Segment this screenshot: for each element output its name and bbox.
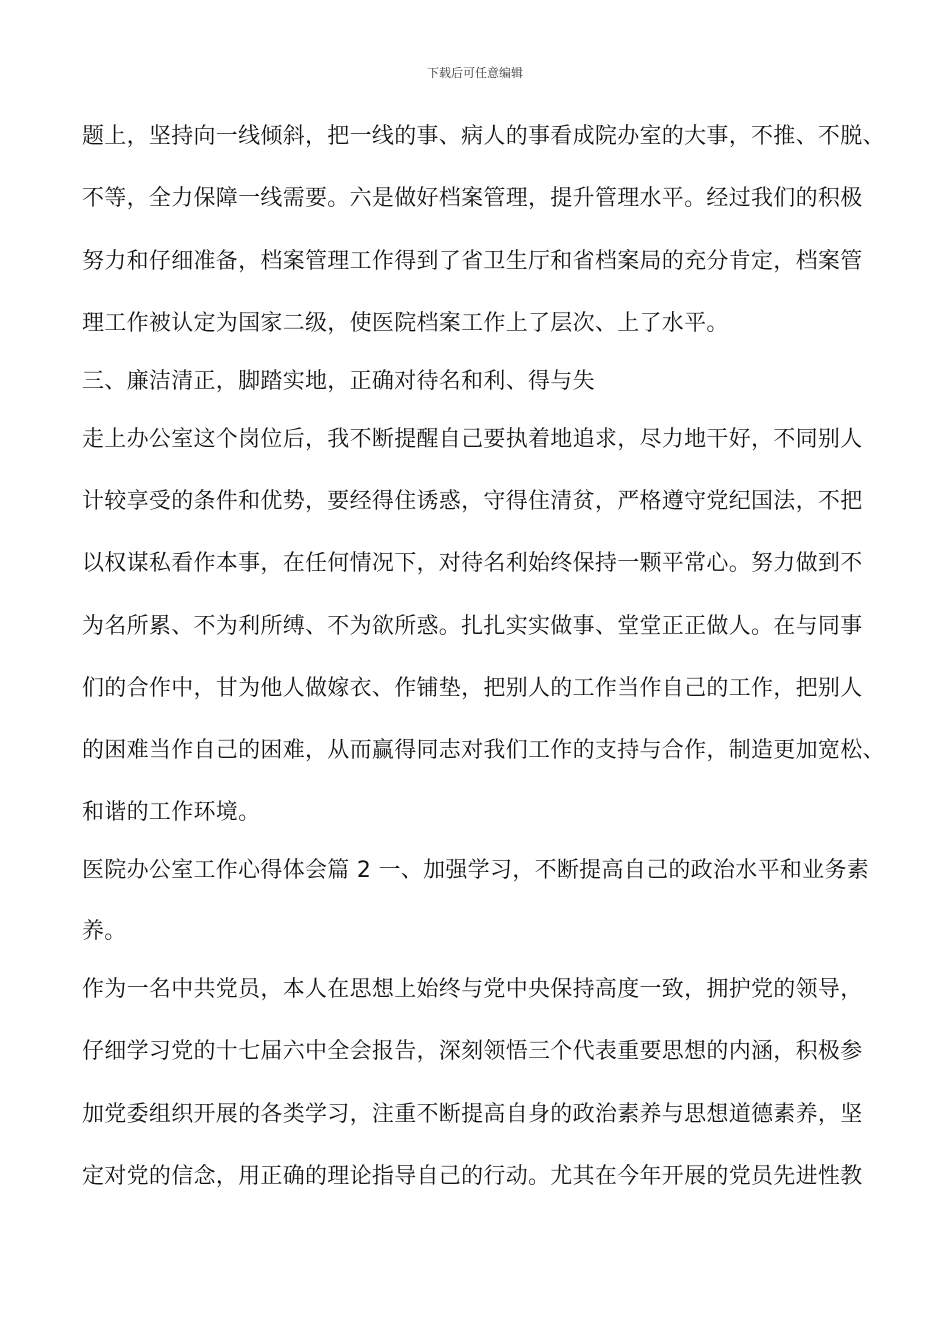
text-line: 理工作被认定为国家二级，使医院档案工作上了层次、上了水平。 xyxy=(82,311,729,336)
text-line: 和谐的工作环境。 xyxy=(82,800,261,825)
text-line: 题上，坚持向一线倾斜，把一线的事、病人的事看成院办室的大事，不推、不脱、 xyxy=(82,124,885,149)
text-line: 不等，全力保障一线需要。六是做好档案管理，提升管理水平。经过我们的积极 xyxy=(82,186,863,211)
text-line: 努力和仔细准备，档案管理工作得到了省卫生厅和省档案局的充分肯定，档案管 xyxy=(82,249,863,274)
section-heading: 医院办公室工作心得体会篇 2 一、加强学习，不断提高自己的政治水平和业务素 xyxy=(82,858,870,883)
text-line: 养。 xyxy=(82,919,127,944)
section-heading: 三、廉洁清正，脚踏实地，正确对待名和利、得与失 xyxy=(82,369,595,394)
text-line: 的困难当作自己的困难，从而赢得同志对我们工作的支持与合作，制造更加宽松、 xyxy=(82,738,885,763)
text-line: 计较享受的条件和优势，要经得住诱惑，守得住清贫，严格遵守党纪国法，不把 xyxy=(82,489,863,514)
text-line: 走上办公室这个岗位后，我不断提醒自己要执着地追求，尽力地干好，不同别人 xyxy=(82,427,863,452)
text-line: 仔细学习党的十七届六中全会报告，深刻领悟三个代表重要思想的内涵，积极参 xyxy=(82,1039,863,1064)
text-line: 们的合作中，甘为他人做嫁衣、作铺垫，把别人的工作当作自己的工作，把别人 xyxy=(82,676,863,701)
text-line: 定对党的信念，用正确的理论指导自己的行动。尤其在今年开展的党员先进性教 xyxy=(82,1164,863,1189)
text-line: 加党委组织开展的各类学习，注重不断提高自身的政治素养与思想道德素养，坚 xyxy=(82,1102,863,1127)
text-line: 为名所累、不为利所缚、不为欲所惑。扎扎实实做事、堂堂正正做人。在与同事 xyxy=(82,614,863,639)
page-header-note: 下载后可任意编辑 xyxy=(426,66,523,80)
text-line: 作为一名中共党员，本人在思想上始终与党中央保持高度一致，拥护党的领导， xyxy=(82,977,863,1002)
text-line: 以权谋私看作本事，在任何情况下，对待名利始终保持一颗平常心。努力做到不 xyxy=(82,551,863,576)
